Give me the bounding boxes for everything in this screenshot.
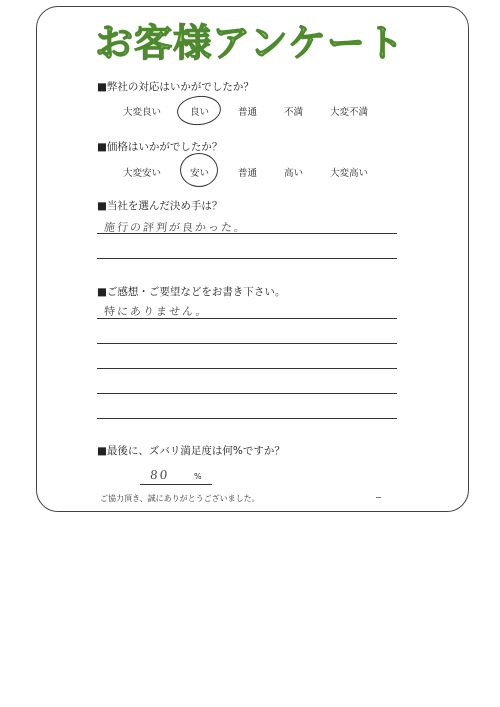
answer-line <box>97 393 397 394</box>
option-service-normal[interactable]: 普通 <box>238 107 258 118</box>
answer-line <box>97 258 397 259</box>
question-service: ■弊社の対応はいかがでしたか？ <box>97 81 254 93</box>
option-service-unsatisfied[interactable]: 不満 <box>284 107 304 118</box>
answer-line <box>97 343 397 344</box>
answer-decision[interactable]: 施行の評判が良かった。 <box>103 221 248 234</box>
option-price-cheap[interactable]: 安い <box>190 168 210 179</box>
question-decision: ■当社を選んだ決め手は？ <box>97 200 223 212</box>
percent-unit: % <box>194 472 202 481</box>
option-price-very-expensive[interactable]: 大変高い <box>330 168 369 179</box>
footer-mark <box>376 497 381 498</box>
answer-line <box>97 418 397 419</box>
option-price-expensive[interactable]: 高い <box>284 168 304 179</box>
option-service-very-unsatisfied[interactable]: 大変不満 <box>330 107 369 118</box>
answer-line <box>97 233 397 234</box>
question-satisfaction: ■最後に、ズバリ満足度は何%ですか？ <box>97 445 285 457</box>
satisfaction-line <box>140 484 212 485</box>
answer-line <box>97 368 397 369</box>
footer-thanks: ご協力頂き、誠にありがとうございました。 <box>100 494 260 503</box>
option-service-very-good[interactable]: 大変良い <box>123 107 162 118</box>
question-price: ■価格はいかがでしたか？ <box>97 141 223 153</box>
answer-satisfaction[interactable]: 80 <box>149 468 171 482</box>
selection-circle-price <box>180 153 218 187</box>
option-service-good[interactable]: 良い <box>190 107 210 118</box>
option-price-very-cheap[interactable]: 大変安い <box>123 168 162 179</box>
option-price-normal[interactable]: 普通 <box>238 168 258 179</box>
question-feedback: ■ご感想・ご要望などをお書き下さい。 <box>97 286 286 298</box>
answer-line <box>97 318 397 319</box>
answer-feedback[interactable]: 特にありません。 <box>103 305 210 318</box>
survey-title: お客様アンケート <box>95 21 405 65</box>
